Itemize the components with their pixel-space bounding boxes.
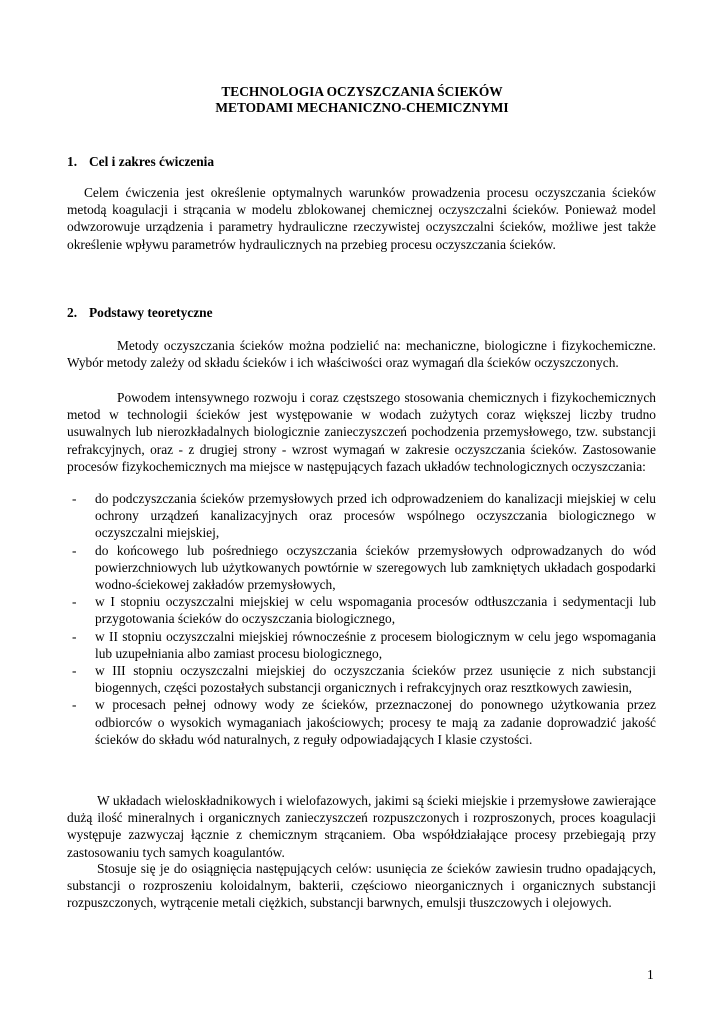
section-1-heading bbox=[67, 154, 214, 170]
list-item-text: w procesach pełnej odnowy wody ze ścieków, przeznaczonej do ponownego użytkowania przez odbiorców o wysokich wymaganiach jakościowych; procesy te mają za zadanie doprowadzić jakość ścieków do składu wód naturalnych, z reguły odpowiadających I klasie czystości. bbox=[95, 697, 656, 747]
list-item bbox=[67, 490, 656, 542]
section-2-paragraph-4: Stosuje się je do osiągnięcia następujących celów: usunięcia ze ścieków zawiesin trudno opadających, substancji o rozproszeniu koloidalnym, bakterii, częściowo nieorganicznych i organicznych substancji rozpuszczonych, wytrącenie metali ciężkich, substancji barwnych, emulsji tłuszczowych i olejowych. bbox=[67, 861, 656, 911]
section-2-paragraph-3: W układach wieloskładnikowych i wielofazowych, jakimi są ścieki miejskie i przemysłowe zawierające dużą ilość mineralnych i organicznych zanieczyszczeń rozpuszczonych i rozproszonych, proces koagulacji występuje zazwyczaj łącznie z chemicznym strącaniem. Oba współdziałające procesy przebiegają przy zastosowaniu tych samych koagulantów. bbox=[67, 793, 656, 860]
bullet-dash: - bbox=[72, 697, 77, 713]
bullet-dash: - bbox=[72, 542, 77, 558]
list-item bbox=[67, 542, 656, 594]
page-number: 1 bbox=[647, 967, 654, 982]
section-2-title: Podstawy teoretyczne bbox=[89, 305, 213, 320]
list-item bbox=[67, 593, 656, 627]
bullet-dash: - bbox=[72, 628, 77, 644]
document-title-line-1: TECHNOLOGIA OCZYSZCZANIA ŚCIEKÓW bbox=[221, 84, 503, 99]
bullet-dash: - bbox=[72, 491, 77, 506]
section-2-number: 2. bbox=[67, 305, 78, 320]
section-1-title: Cel i zakres ćwiczenia bbox=[89, 154, 215, 169]
section-2-paragraph-2: Powodem intensywnego rozwoju i coraz częstszego stosowania chemicznych i fizykochemicznych metod w technologii ścieków jest występowanie w wodach zużytych coraz większej liczby trudno usuwalnych lub nierozkładalnych biologicznie zanieczyszczeń pochodzenia przemysłowego, tzw. substancji refrakcyjnych, oraz - z drugiej strony - wzrost wymagań w zakresie oczyszczania ścieków. Zastosowanie procesów fizykochemicznych ma miejsce w następujących fazach układów technologicznych oczyszczania: bbox=[67, 390, 656, 474]
list-item bbox=[67, 696, 656, 748]
section-2-paragraph-1: Metody oczyszczania ścieków można podzielić na: mechaniczne, biologiczne i fizykochemiczne. Wybór metody zależy od składu ścieków i ich właściwości oraz wymagań dla ścieków oczyszczonych. bbox=[67, 338, 656, 371]
list-item-text: w II stopniu oczyszczalni miejskiej równocześnie z procesem biologicznym w celu jego wspomagania lub uzupełniania albo zamiast procesu biologicznego, bbox=[95, 628, 656, 661]
list-item bbox=[67, 628, 656, 662]
section-1-paragraph: Celem ćwiczenia jest określenie optymalnych warunków prowadzenia procesu oczyszczania ścieków metodą koagulacji i strącania w modelu zblokowanej chemicznej oczyszczalni ścieków. Ponieważ model odwzorowuje urządzenia i parametry hydrauliczne rzeczywistej oczyszczalni ścieków, możliwe jest także określenie wpływu parametrów hydraulicznych na przebieg procesu oczyszczania ścieków. bbox=[67, 185, 656, 252]
process-phases-list bbox=[67, 490, 656, 748]
bullet-dash: - bbox=[72, 663, 77, 679]
list-item-text: do końcowego lub pośredniego oczyszczania ścieków przemysłowych odprowadzanych do wód powierzchniowych lub użytkowanych powtórnie w szeregowych lub zamkniętych układach gospodarki wodno-ściekowej zakładów przemysłowych, bbox=[95, 542, 656, 593]
list-item-text: w I stopniu oczyszczalni miejskiej w celu wspomagania procesów odtłuszczania i sedymentacji lub przygotowania ścieków do oczyszczania biologicznego, bbox=[95, 594, 656, 627]
document-title-line-2: METODAMI MECHANICZNO-CHEMICZNYMI bbox=[215, 100, 509, 115]
section-2-heading bbox=[67, 305, 213, 321]
list-item bbox=[67, 662, 656, 696]
bullet-dash: - bbox=[72, 594, 77, 610]
list-item-text: do podczyszczania ścieków przemysłowych przed ich odprowadzeniem do kanalizacji miejskiej w celu ochrony urządzeń kanalizacyjnych oraz procesów wspólnego oczyszczania biologicznego w oczyszczalni miejskiej, bbox=[95, 491, 656, 541]
section-1-number: 1. bbox=[67, 154, 78, 169]
list-item-text: w III stopniu oczyszczalni miejskiej do oczyszczania ścieków przez usunięcie z nich substancji biogennych, części pozostałych substancji organicznych i refrakcyjnych oraz resztkowych zawiesin, bbox=[95, 663, 656, 696]
